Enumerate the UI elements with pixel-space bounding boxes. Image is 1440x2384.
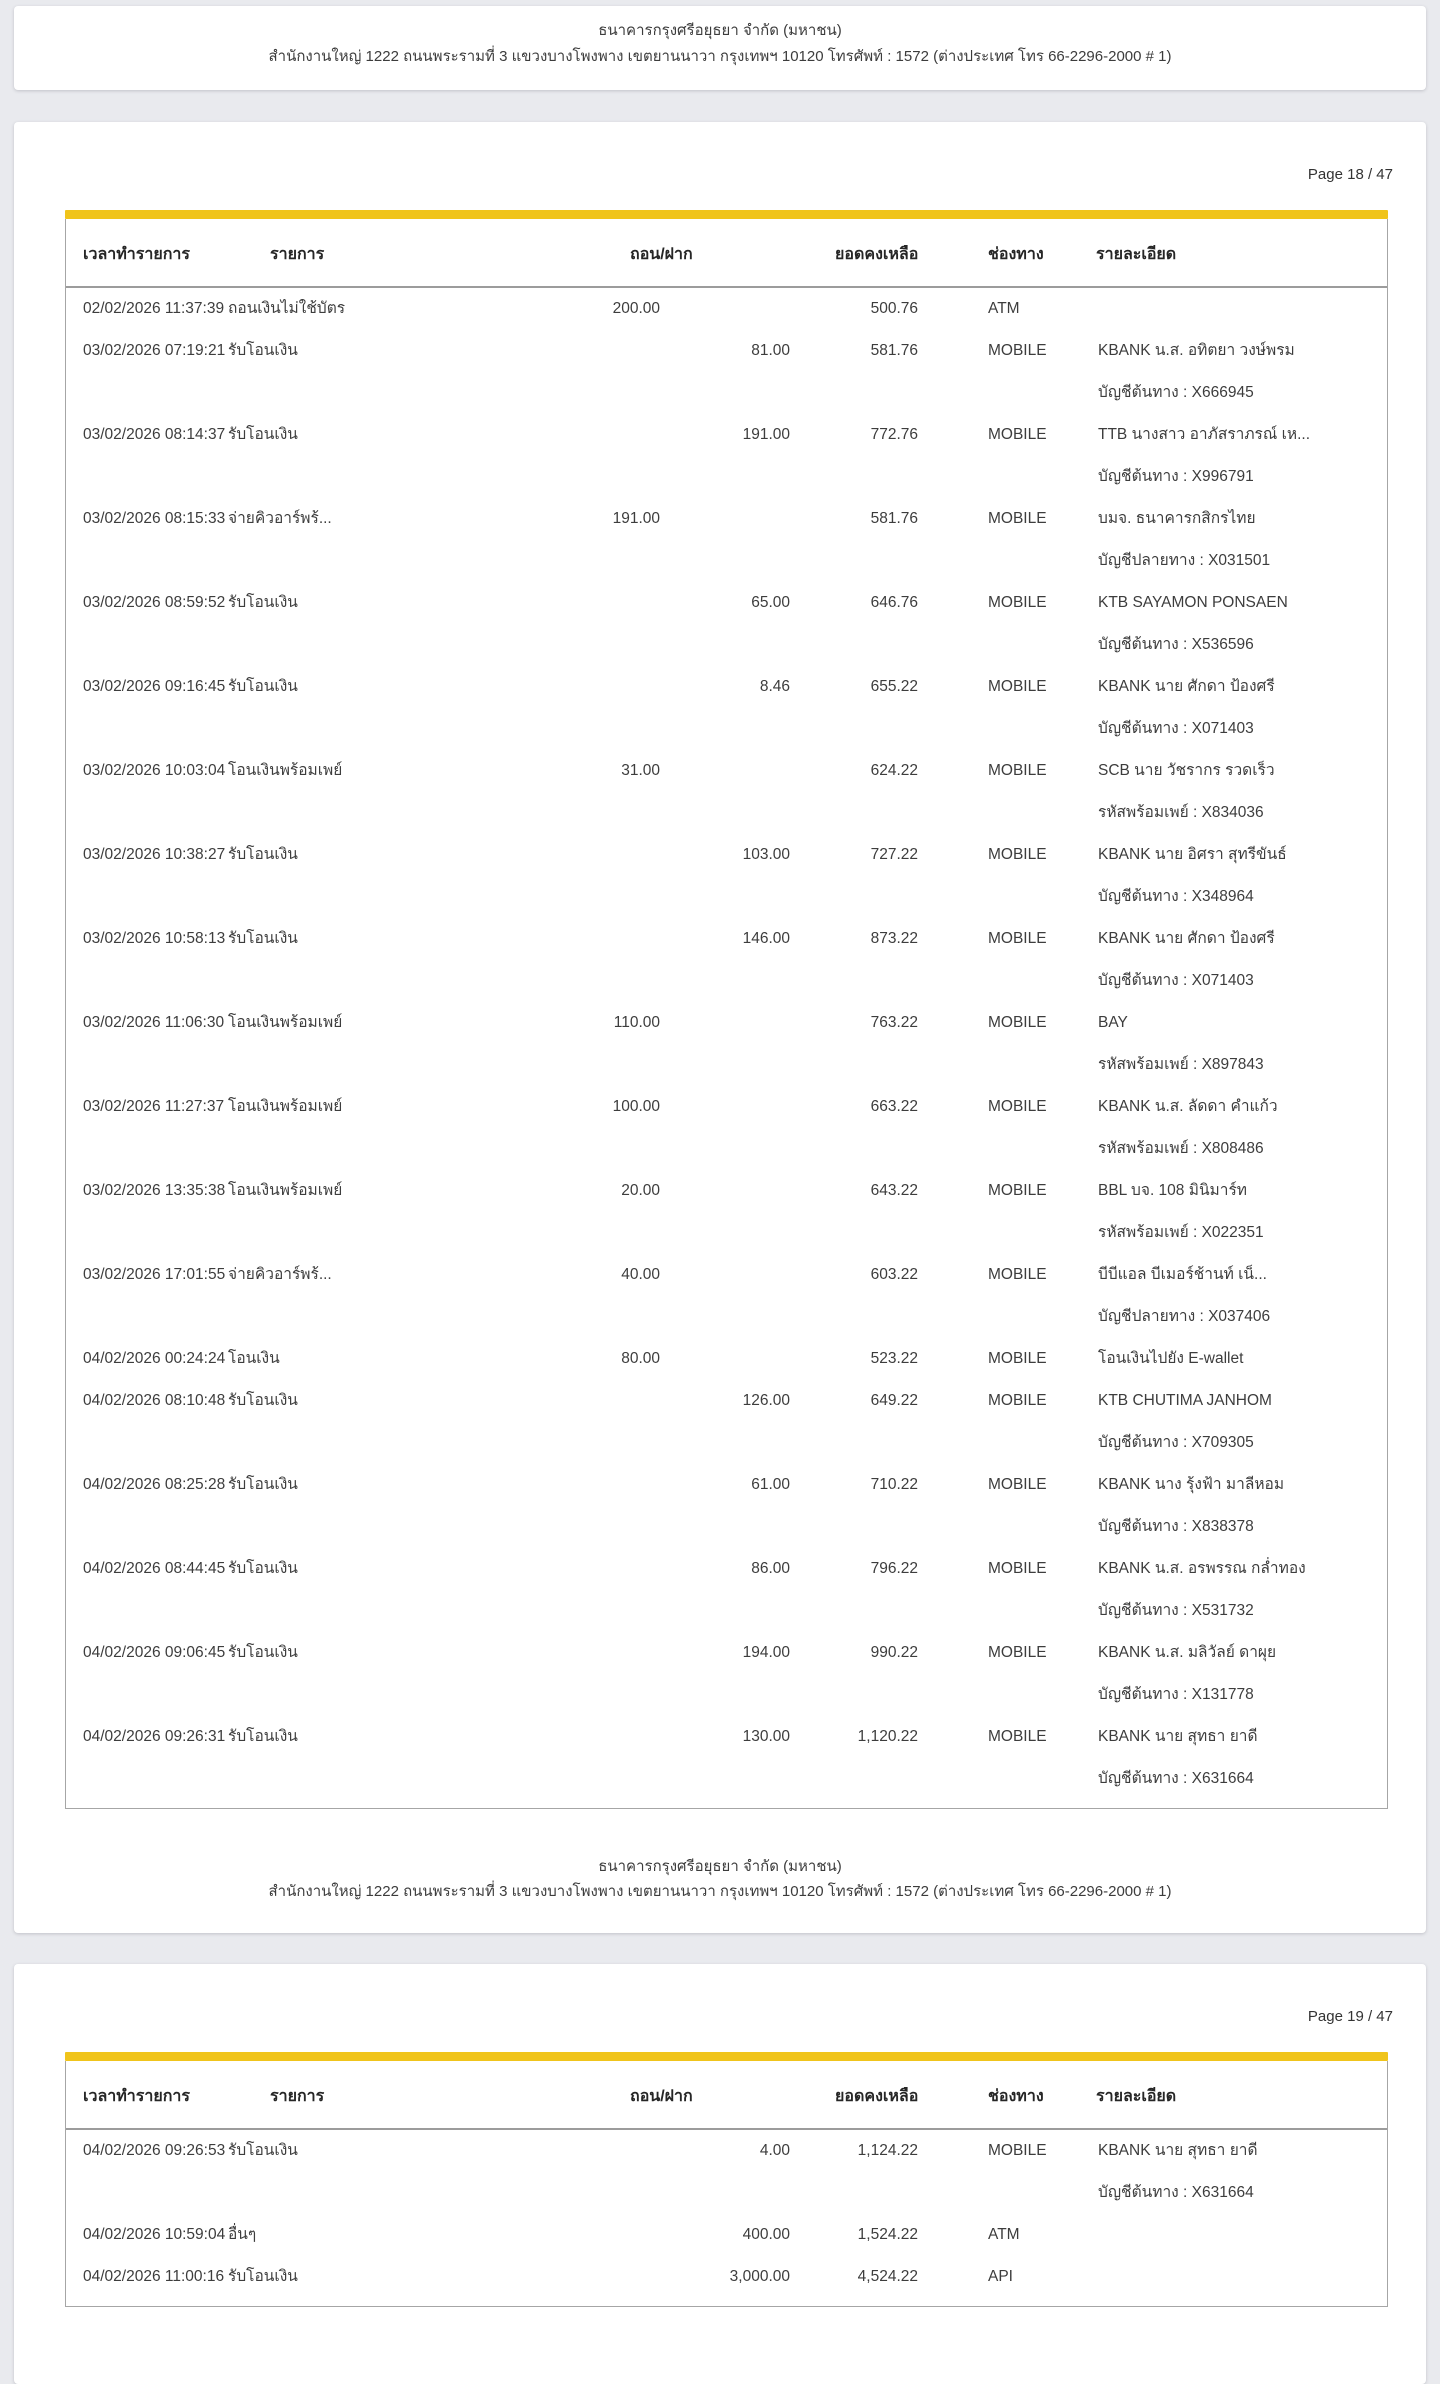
transaction-row bbox=[66, 1632, 1387, 1716]
cell-deposit-amount: 81.00 bbox=[751, 342, 790, 359]
details-line: บมจ. ธนาคารกสิกรไทย bbox=[1098, 510, 1256, 527]
cell-transaction-type: จ่ายคิวอาร์พร้... bbox=[228, 1266, 332, 1283]
cell-withdrawal-amount: 20.00 bbox=[621, 1182, 660, 1199]
transaction-row bbox=[66, 1086, 1387, 1170]
transactions-table bbox=[65, 2052, 1388, 2307]
cell-channel: MOBILE bbox=[988, 1098, 1047, 1115]
cell-transaction-time: 04/02/2026 10:59:04 bbox=[83, 2226, 226, 2243]
cell-deposit-amount: 130.00 bbox=[742, 1728, 790, 1745]
details-line: KBANK นาย สุทธา ยาดี bbox=[1098, 1728, 1258, 1745]
transaction-row bbox=[66, 414, 1387, 498]
cell-transaction-time: 03/02/2026 08:14:37 bbox=[83, 426, 226, 443]
cell-balance: 500.76 bbox=[870, 300, 918, 317]
cell-balance: 873.22 bbox=[870, 930, 918, 947]
cell-deposit-amount: 126.00 bbox=[742, 1392, 790, 1409]
cell-channel: MOBILE bbox=[988, 342, 1047, 359]
cell-channel: MOBILE bbox=[988, 762, 1047, 779]
cell-transaction-time: 03/02/2026 10:03:04 bbox=[83, 762, 226, 779]
cell-deposit-amount: 103.00 bbox=[742, 846, 790, 863]
cell-details bbox=[1098, 288, 1387, 330]
cell-transaction-type: โอนเงินพร้อมเพย์ bbox=[228, 762, 343, 779]
details-line: บัญชีต้นทาง : X838378 bbox=[1098, 1518, 1254, 1535]
transaction-row bbox=[66, 918, 1387, 1002]
cell-channel: API bbox=[988, 2268, 1013, 2285]
cell-details bbox=[1098, 1632, 1387, 1716]
details-line: บัญชีต้นทาง : X631664 bbox=[1098, 1770, 1254, 1787]
cell-channel: MOBILE bbox=[988, 510, 1047, 527]
column-header-5: รายละเอียด bbox=[1096, 246, 1177, 263]
cell-transaction-type: รับโอนเงิน bbox=[228, 426, 298, 443]
transaction-row bbox=[66, 1464, 1387, 1548]
cell-deposit-amount: 146.00 bbox=[742, 930, 790, 947]
cell-deposit-amount bbox=[660, 1002, 790, 1086]
page-number-label: Page 18 / 47 bbox=[1307, 166, 1393, 183]
cell-deposit-amount: 86.00 bbox=[751, 1560, 790, 1577]
transaction-row bbox=[66, 330, 1387, 414]
cell-balance: 624.22 bbox=[870, 762, 918, 779]
cell-transaction-type: รับโอนเงิน bbox=[228, 930, 298, 947]
cell-transaction-type: รับโอนเงิน bbox=[228, 2142, 298, 2159]
cell-details bbox=[1098, 750, 1387, 834]
cell-details bbox=[1098, 2130, 1387, 2214]
cell-details bbox=[1098, 498, 1387, 582]
cell-balance: 763.22 bbox=[870, 1014, 918, 1031]
transaction-row bbox=[66, 1170, 1387, 1254]
details-line: BAY bbox=[1098, 1014, 1128, 1031]
cell-details bbox=[1098, 1464, 1387, 1548]
cell-channel: MOBILE bbox=[988, 426, 1047, 443]
details-line: บัญชีต้นทาง : X348964 bbox=[1098, 888, 1254, 905]
cell-channel: MOBILE bbox=[988, 1644, 1047, 1661]
column-header-1: รายการ bbox=[270, 246, 325, 263]
details-line: บีบีแอล บีเมอร์ช้านท์ เน็... bbox=[1098, 1266, 1267, 1283]
cell-transaction-time: 04/02/2026 08:44:45 bbox=[83, 1560, 226, 1577]
cell-details bbox=[1098, 1002, 1387, 1086]
cell-details bbox=[1098, 1254, 1387, 1338]
cell-details bbox=[1098, 1338, 1387, 1380]
bank-header-card bbox=[14, 6, 1426, 90]
cell-channel: MOBILE bbox=[988, 1182, 1047, 1199]
page-number-label: Page 19 / 47 bbox=[1307, 2008, 1393, 2025]
cell-withdrawal-amount bbox=[500, 330, 660, 414]
cell-withdrawal-amount bbox=[500, 1632, 660, 1716]
transaction-row bbox=[66, 1338, 1387, 1380]
cell-balance: 990.22 bbox=[870, 1644, 918, 1661]
cell-details bbox=[1098, 2214, 1387, 2256]
cell-withdrawal-amount: 40.00 bbox=[621, 1266, 660, 1283]
cell-transaction-time: 04/02/2026 08:10:48 bbox=[83, 1392, 226, 1409]
cell-transaction-time: 04/02/2026 09:26:53 bbox=[83, 2142, 226, 2159]
cell-channel: MOBILE bbox=[988, 1476, 1047, 1493]
details-line: TTB นางสาว อาภัสราภรณ์ เห... bbox=[1098, 426, 1311, 443]
cell-transaction-type: โอนเงินพร้อมเพย์ bbox=[228, 1098, 343, 1115]
details-line: KTB SAYAMON PONSAEN bbox=[1098, 594, 1288, 611]
cell-transaction-type: รับโอนเงิน bbox=[228, 1476, 298, 1493]
cell-balance: 655.22 bbox=[870, 678, 918, 695]
cell-withdrawal-amount: 200.00 bbox=[612, 300, 660, 317]
cell-details bbox=[1098, 918, 1387, 1002]
cell-transaction-type: รับโอนเงิน bbox=[228, 678, 298, 695]
cell-channel: MOBILE bbox=[988, 2142, 1047, 2159]
statement-page-19 bbox=[14, 1964, 1426, 2384]
cell-transaction-type: รับโอนเงิน bbox=[228, 594, 298, 611]
column-header-2: ถอน/ฝาก bbox=[630, 246, 693, 263]
cell-details bbox=[1098, 1086, 1387, 1170]
cell-balance: 772.76 bbox=[870, 426, 918, 443]
cell-transaction-type: โอนเงินพร้อมเพย์ bbox=[228, 1014, 343, 1031]
cell-details bbox=[1098, 1716, 1387, 1800]
cell-details bbox=[1098, 330, 1387, 414]
cell-channel: MOBILE bbox=[988, 1014, 1047, 1031]
bank-name-footer: ธนาคารกรุงศรีอยุธยา จำกัด (มหาชน) bbox=[598, 1858, 842, 1875]
cell-channel: MOBILE bbox=[988, 678, 1047, 695]
cell-balance: 796.22 bbox=[870, 1560, 918, 1577]
cell-withdrawal-amount: 191.00 bbox=[612, 510, 660, 527]
transaction-row bbox=[66, 1254, 1387, 1338]
transaction-row bbox=[66, 666, 1387, 750]
transaction-row bbox=[66, 1548, 1387, 1632]
bank-name: ธนาคารกรุงศรีอยุธยา จำกัด (มหาชน) bbox=[598, 22, 842, 39]
cell-channel: MOBILE bbox=[988, 1560, 1047, 1577]
column-header-1: รายการ bbox=[270, 2088, 325, 2105]
cell-transaction-time: 03/02/2026 11:06:30 bbox=[83, 1014, 225, 1031]
cell-withdrawal-amount bbox=[500, 2214, 660, 2256]
cell-channel: MOBILE bbox=[988, 1392, 1047, 1409]
cell-withdrawal-amount: 100.00 bbox=[612, 1098, 660, 1115]
transaction-row bbox=[66, 834, 1387, 918]
cell-transaction-type: ถอนเงินไม่ใช้บัตร bbox=[228, 300, 346, 317]
cell-transaction-time: 03/02/2026 11:27:37 bbox=[83, 1098, 225, 1115]
column-header-5: รายละเอียด bbox=[1096, 2088, 1177, 2105]
cell-deposit-amount: 194.00 bbox=[742, 1644, 790, 1661]
details-line: KBANK นาย อิศรา สุทรีขันธ์ bbox=[1098, 846, 1287, 863]
transaction-row bbox=[66, 1002, 1387, 1086]
cell-channel: MOBILE bbox=[988, 846, 1047, 863]
transactions-table bbox=[65, 210, 1388, 1809]
cell-transaction-time: 03/02/2026 09:16:45 bbox=[83, 678, 226, 695]
cell-transaction-time: 03/02/2026 07:19:21 bbox=[83, 342, 226, 359]
bank-address-footer: สำนักงานใหญ่ 1222 ถนนพระรามที่ 3 แขวงบางโพงพาง เขตยานนาวา กรุงเทพฯ 10120 โทรศัพท์ : 1572 (ต่างประเทศ โทร 66-2296-2000 # 1) bbox=[268, 1883, 1172, 1900]
details-line: KBANK น.ส. อรพรรณ กล่ำทอง bbox=[1098, 1560, 1306, 1577]
transaction-row bbox=[66, 498, 1387, 582]
details-line: บัญชีต้นทาง : X531732 bbox=[1098, 1602, 1254, 1619]
table-header-row bbox=[66, 2061, 1387, 2130]
cell-balance: 603.22 bbox=[870, 1266, 918, 1283]
cell-balance: 649.22 bbox=[870, 1392, 918, 1409]
details-line: KBANK น.ส. มลิวัลย์ ดาผุย bbox=[1098, 1644, 1277, 1661]
cell-withdrawal-amount bbox=[500, 918, 660, 1002]
cell-deposit-amount bbox=[660, 1338, 790, 1380]
details-line: บัญชีปลายทาง : X037406 bbox=[1098, 1308, 1271, 1325]
table-accent-bar bbox=[65, 2052, 1388, 2061]
cell-transaction-time: 04/02/2026 00:24:24 bbox=[83, 1350, 226, 1367]
cell-balance: 1,120.22 bbox=[857, 1728, 918, 1745]
transaction-row bbox=[66, 288, 1387, 330]
cell-transaction-time: 03/02/2026 08:59:52 bbox=[83, 594, 226, 611]
cell-transaction-type: รับโอนเงิน bbox=[228, 1728, 298, 1745]
cell-transaction-type: รับโอนเงิน bbox=[228, 846, 298, 863]
cell-details bbox=[1098, 1548, 1387, 1632]
details-line: BBL บจ. 108 มินิมาร์ท bbox=[1098, 1182, 1248, 1199]
details-line: SCB นาย วัชรากร รวดเร็ว bbox=[1098, 762, 1275, 779]
cell-withdrawal-amount bbox=[500, 1548, 660, 1632]
cell-channel: ATM bbox=[988, 300, 1020, 317]
details-line: บัญชีต้นทาง : X071403 bbox=[1098, 720, 1254, 737]
details-line: KBANK น.ส. ลัดดา คำแก้ว bbox=[1098, 1098, 1278, 1115]
cell-deposit-amount: 8.46 bbox=[759, 678, 790, 695]
cell-deposit-amount bbox=[660, 1170, 790, 1254]
cell-balance: 1,124.22 bbox=[857, 2142, 918, 2159]
cell-withdrawal-amount: 110.00 bbox=[613, 1014, 660, 1031]
cell-balance: 663.22 bbox=[870, 1098, 918, 1115]
cell-balance: 646.76 bbox=[870, 594, 918, 611]
bank-address: สำนักงานใหญ่ 1222 ถนนพระรามที่ 3 แขวงบางโพงพาง เขตยานนาวา กรุงเทพฯ 10120 โทรศัพท์ : 1572 (ต่างประเทศ โทร 66-2296-2000 # 1) bbox=[268, 48, 1172, 65]
cell-withdrawal-amount bbox=[500, 666, 660, 750]
cell-balance: 581.76 bbox=[870, 342, 918, 359]
cell-channel: MOBILE bbox=[988, 1350, 1047, 1367]
cell-transaction-time: 04/02/2026 08:25:28 bbox=[83, 1476, 226, 1493]
details-line: บัญชีปลายทาง : X031501 bbox=[1098, 552, 1271, 569]
cell-details bbox=[1098, 834, 1387, 918]
cell-balance: 710.22 bbox=[870, 1476, 918, 1493]
cell-deposit-amount: 3,000.00 bbox=[729, 2268, 790, 2285]
cell-channel: MOBILE bbox=[988, 594, 1047, 611]
cell-deposit-amount: 191.00 bbox=[742, 426, 790, 443]
cell-transaction-type: โอนเงิน bbox=[228, 1350, 280, 1367]
cell-transaction-time: 02/02/2026 11:37:39 bbox=[83, 300, 225, 317]
transaction-row bbox=[66, 2214, 1387, 2256]
details-line: KBANK นาย ศักดา ป้องศรี bbox=[1098, 678, 1275, 695]
cell-details bbox=[1098, 1380, 1387, 1464]
details-line: บัญชีต้นทาง : X631664 bbox=[1098, 2184, 1254, 2201]
details-line: รหัสพร้อมเพย์ : X808486 bbox=[1098, 1140, 1264, 1157]
cell-transaction-type: รับโอนเงิน bbox=[228, 1644, 298, 1661]
table-body bbox=[66, 2130, 1387, 2306]
cell-transaction-time: 04/02/2026 09:26:31 bbox=[83, 1728, 226, 1745]
cell-withdrawal-amount: 31.00 bbox=[621, 762, 660, 779]
details-line: KBANK น.ส. อทิตยา วงษ์พรม bbox=[1098, 342, 1295, 359]
cell-balance: 643.22 bbox=[870, 1182, 918, 1199]
column-header-4: ช่องทาง bbox=[988, 246, 1044, 263]
cell-deposit-amount bbox=[660, 498, 790, 582]
cell-deposit-amount bbox=[660, 750, 790, 834]
cell-details bbox=[1098, 1170, 1387, 1254]
transaction-row bbox=[66, 582, 1387, 666]
details-line: บัญชีต้นทาง : X536596 bbox=[1098, 636, 1254, 653]
cell-transaction-type: รับโอนเงิน bbox=[228, 1560, 298, 1577]
cell-details bbox=[1098, 582, 1387, 666]
details-line: KTB CHUTIMA JANHOM bbox=[1098, 1392, 1272, 1409]
column-header-3: ยอดคงเหลือ bbox=[835, 246, 919, 263]
details-line: บัญชีต้นทาง : X131778 bbox=[1098, 1686, 1254, 1703]
column-header-0: เวลาทำรายการ bbox=[83, 2088, 190, 2105]
column-header-0: เวลาทำรายการ bbox=[83, 246, 190, 263]
cell-balance: 1,524.22 bbox=[857, 2226, 918, 2243]
details-line: KBANK นาง รุ้งฟ้า มาลีหอม bbox=[1098, 1476, 1285, 1493]
cell-withdrawal-amount: 80.00 bbox=[621, 1350, 660, 1367]
cell-withdrawal-amount bbox=[500, 1716, 660, 1800]
cell-withdrawal-amount bbox=[500, 414, 660, 498]
cell-transaction-type: รับโอนเงิน bbox=[228, 342, 298, 359]
details-line: KBANK นาย ศักดา ป้องศรี bbox=[1098, 930, 1275, 947]
transaction-row bbox=[66, 1716, 1387, 1800]
cell-deposit-amount bbox=[660, 1254, 790, 1338]
cell-transaction-type: รับโอนเงิน bbox=[228, 1392, 298, 1409]
table-accent-bar bbox=[65, 210, 1388, 219]
cell-transaction-type: อื่นๆ bbox=[228, 2226, 257, 2243]
cell-transaction-type: จ่ายคิวอาร์พร้... bbox=[228, 510, 332, 527]
transaction-row bbox=[66, 2130, 1387, 2214]
cell-deposit-amount bbox=[660, 1086, 790, 1170]
cell-channel: MOBILE bbox=[988, 1266, 1047, 1283]
details-line: บัญชีต้นทาง : X071403 bbox=[1098, 972, 1254, 989]
details-line: โอนเงินไปยัง E-wallet bbox=[1098, 1350, 1244, 1367]
details-line: บัญชีต้นทาง : X996791 bbox=[1098, 468, 1254, 485]
cell-withdrawal-amount bbox=[500, 2256, 660, 2298]
cell-transaction-time: 03/02/2026 10:58:13 bbox=[83, 930, 226, 947]
cell-deposit-amount: 400.00 bbox=[742, 2226, 790, 2243]
cell-deposit-amount: 61.00 bbox=[751, 1476, 790, 1493]
cell-details bbox=[1098, 2256, 1387, 2298]
column-header-4: ช่องทาง bbox=[988, 2088, 1044, 2105]
transaction-row bbox=[66, 1380, 1387, 1464]
details-line: บัญชีต้นทาง : X709305 bbox=[1098, 1434, 1254, 1451]
cell-withdrawal-amount bbox=[500, 834, 660, 918]
cell-balance: 4,524.22 bbox=[857, 2268, 918, 2285]
cell-withdrawal-amount bbox=[500, 2130, 660, 2214]
cell-transaction-time: 03/02/2026 10:38:27 bbox=[83, 846, 226, 863]
cell-balance: 727.22 bbox=[870, 846, 918, 863]
cell-channel: MOBILE bbox=[988, 1728, 1047, 1745]
cell-channel: ATM bbox=[988, 2226, 1020, 2243]
cell-transaction-time: 03/02/2026 08:15:33 bbox=[83, 510, 226, 527]
cell-balance: 581.76 bbox=[870, 510, 918, 527]
cell-withdrawal-amount bbox=[500, 1464, 660, 1548]
statement-page-18 bbox=[14, 122, 1426, 1933]
cell-transaction-time: 03/02/2026 17:01:55 bbox=[83, 1266, 226, 1283]
table-header-row bbox=[66, 219, 1387, 288]
cell-details bbox=[1098, 414, 1387, 498]
transaction-row bbox=[66, 2256, 1387, 2298]
cell-transaction-time: 03/02/2026 13:35:38 bbox=[83, 1182, 226, 1199]
cell-transaction-time: 04/02/2026 09:06:45 bbox=[83, 1644, 226, 1661]
cell-details bbox=[1098, 666, 1387, 750]
cell-deposit-amount: 4.00 bbox=[759, 2142, 790, 2159]
cell-transaction-type: โอนเงินพร้อมเพย์ bbox=[228, 1182, 343, 1199]
cell-deposit-amount: 65.00 bbox=[751, 594, 790, 611]
cell-deposit-amount bbox=[660, 288, 790, 330]
cell-transaction-time: 04/02/2026 11:00:16 bbox=[83, 2268, 225, 2285]
details-line: รหัสพร้อมเพย์ : X897843 bbox=[1098, 1056, 1264, 1073]
cell-channel: MOBILE bbox=[988, 930, 1047, 947]
cell-transaction-type: รับโอนเงิน bbox=[228, 2268, 298, 2285]
details-line: รหัสพร้อมเพย์ : X022351 bbox=[1098, 1224, 1264, 1241]
cell-balance: 523.22 bbox=[870, 1350, 918, 1367]
table-body bbox=[66, 288, 1387, 1808]
details-line: รหัสพร้อมเพย์ : X834036 bbox=[1098, 804, 1264, 821]
cell-withdrawal-amount bbox=[500, 1380, 660, 1464]
details-line: KBANK นาย สุทธา ยาดี bbox=[1098, 2142, 1258, 2159]
column-header-2: ถอน/ฝาก bbox=[630, 2088, 693, 2105]
transaction-row bbox=[66, 750, 1387, 834]
details-line: บัญชีต้นทาง : X666945 bbox=[1098, 384, 1254, 401]
cell-withdrawal-amount bbox=[500, 582, 660, 666]
column-header-3: ยอดคงเหลือ bbox=[835, 2088, 919, 2105]
